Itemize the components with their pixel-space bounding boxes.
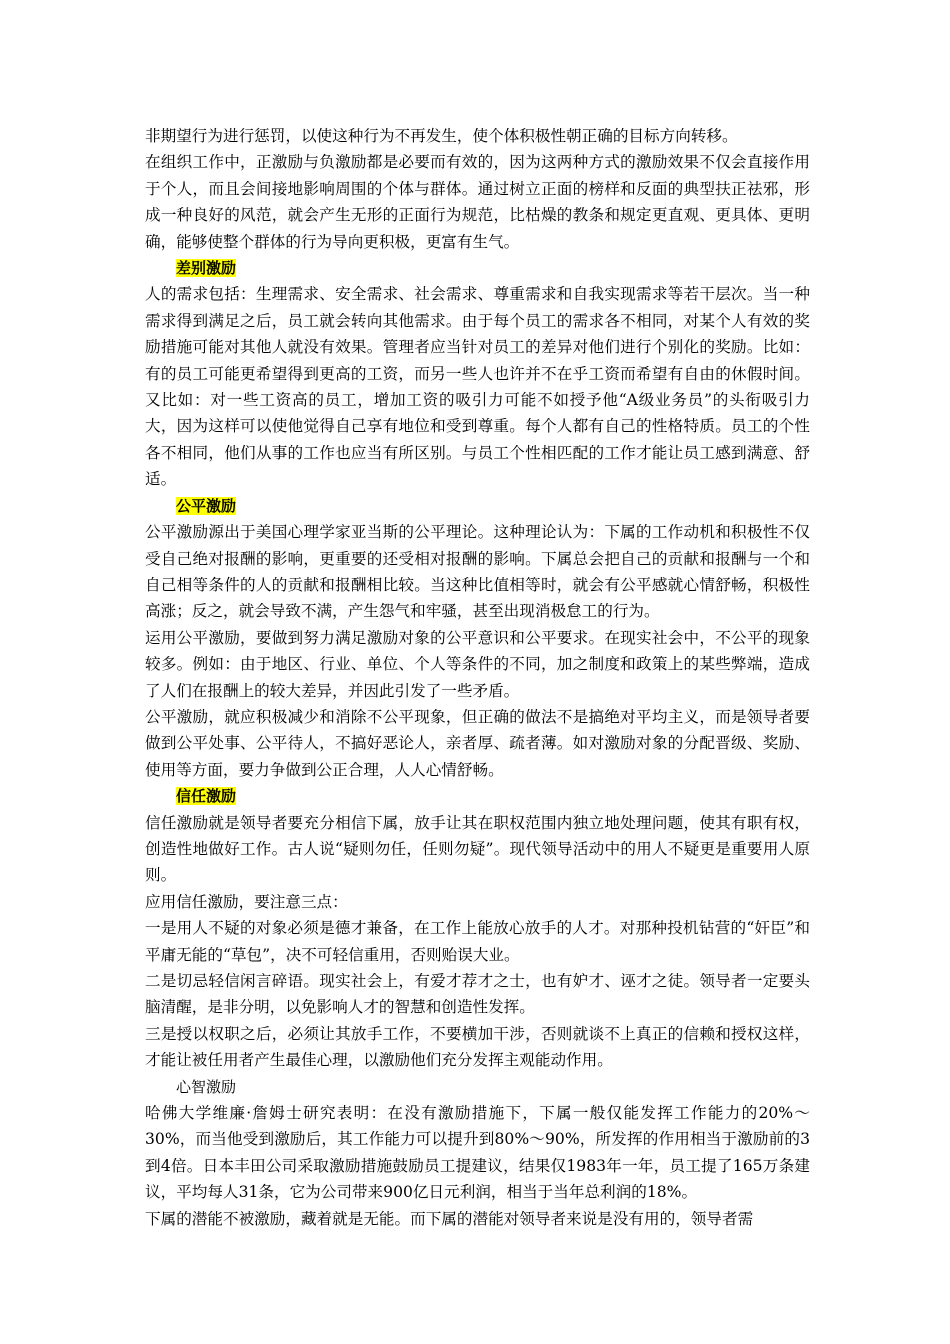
section-heading-fairness bbox=[145, 493, 810, 519]
section-heading-trust bbox=[145, 783, 810, 809]
heading-label: 心智激励 bbox=[176, 1077, 237, 1096]
document-body bbox=[145, 123, 810, 1232]
heading-label: 公平激励 bbox=[176, 496, 237, 515]
paragraph-trust-1: 信任激励就是领导者要充分相信下属，放手让其在职权范围内独立地处理问题，使其有职有权，创造性地做好工作。古人说“疑则勿任，任则勿疑”。现代领导活动中的用人不疑更是重要用人原则。 bbox=[145, 813, 810, 885]
paragraph-intro-2: 在组织工作中，正激励与负激励都是必要而有效的，因为这两种方式的激励效果不仅会直接作用于个人，而且会间接地影响周围的个体与群体。通过树立正面的榜样和反面的典型扶正祛邪，形成一种良好的风范，就会产生无形的正面行为规范，比枯燥的教条和规定更直观、更具体、更明确，能够使整个群体的行为导向更积极，更富有生气。 bbox=[145, 153, 810, 251]
paragraph-trust-5: 三是授以权职之后，必须让其放手工作，不要横加干涉，否则就谈不上真正的信赖和授权这样，才能让被任用者产生最佳心理，以激励他们充分发挥主观能动作用。 bbox=[145, 1024, 810, 1070]
paragraph-fairness-1: 公平激励源出于美国心理学家亚当斯的公平理论。这种理论认为：下属的工作动机和积极性不仅受自己绝对报酬的影响，更重要的还受相对报酬的影响。下属总会把自己的贡献和报酬与一个和自己相等条件的人的贡献和报酬相比较。当这种比值相等时，就会有公平感就心情舒畅，积极性高涨；反之，就会导致不满，产生怨气和牢骚，甚至出现消极怠工的行为。 bbox=[145, 523, 810, 621]
section-heading-differential bbox=[145, 255, 810, 281]
section-heading-mind bbox=[145, 1074, 810, 1100]
paragraph-fairness-3: 公平激励，就应积极减少和消除不公平现象，但正确的做法不是搞绝对平均主义，而是领导者要做到公平处事、公平待人，不搞好恶论人，亲者厚、疏者薄。如对激励对象的分配晋级、奖励、使用等方面，要力争做到公正合理，人人心情舒畅。 bbox=[145, 707, 810, 779]
paragraph-trust-2: 应用信任激励，要注意三点： bbox=[145, 892, 348, 911]
paragraph-mind-2: 下属的潜能不被激励，藏着就是无能。而下属的潜能对领导者来说是没有用的，领导者需 bbox=[145, 1209, 754, 1228]
heading-label: 信任激励 bbox=[176, 787, 237, 806]
paragraph-intro-1: 非期望行为进行惩罚，以使这种行为不再发生，使个体积极性朝正确的目标方向转移。 bbox=[145, 127, 738, 145]
paragraph-fairness-2: 运用公平激励，要做到努力满足激励对象的公平意识和公平要求。在现实社会中，不公平的现象较多。例如：由于地区、行业、单位、个人等条件的不同，加之制度和政策上的某些弊端，造成了人们在报酬上的较大差异，并因此引发了一些矛盾。 bbox=[145, 628, 810, 700]
paragraph-trust-4: 二是切忌轻信闲言碎语。现实社会上，有爱才荐才之士，也有妒才、诬才之徒。领导者一定要头脑清醒，是非分明，以免影响人才的智慧和创造性发挥。 bbox=[145, 972, 810, 1017]
paragraph-mind-1: 哈佛大学维廉·詹姆士研究表明：在没有激励措施下，下属一般仅能发挥工作能力的20%～30%，而当他受到激励后，其工作能力可以提升到80%～90%，所发挥的作用相当于激励前的3到4倍。日本丰田公司采取激励措施鼓励员工提建议，结果仅1983年一年，员工提了165万条建议，平均每人31条，它为公司带来900亿日元利润，相当于当年总利润的18%。 bbox=[145, 1104, 810, 1202]
heading-label: 差别激励 bbox=[176, 259, 237, 278]
paragraph-differential-1: 人的需求包括：生理需求、安全需求、社会需求、尊重需求和自我实现需求等若干层次。当一种需求得到满足之后，员工就会转向其他需求。由于每个员工的需求各不相同，对某个人有效的奖励措施可能对其他人就没有效果。管理者应当针对员工的差异对他们进行个别化的奖励。比如：有的员工可能更希望得到更高的工资，而另一些人也许并不在乎工资而希望有自由的休假时间。又比如：对一些工资高的员工，增加工资的吸引力可能不如授予他“A级业务员”的头衔吸引力大，因为这样可以使他觉得自己享有地位和受到尊重。每个人都有自己的性格特质。员工的个性各不相同，他们从事的工作也应当有所区别。与员工个性相匹配的工作才能让员工感到满意、舒适。 bbox=[145, 285, 810, 489]
paragraph-trust-3: 一是用人不疑的对象必须是德才兼备，在工作上能放心放手的人才。对那种投机钻营的“奸臣”和平庸无能的“草包”，决不可轻信重用，否则贻误大业。 bbox=[145, 919, 810, 964]
